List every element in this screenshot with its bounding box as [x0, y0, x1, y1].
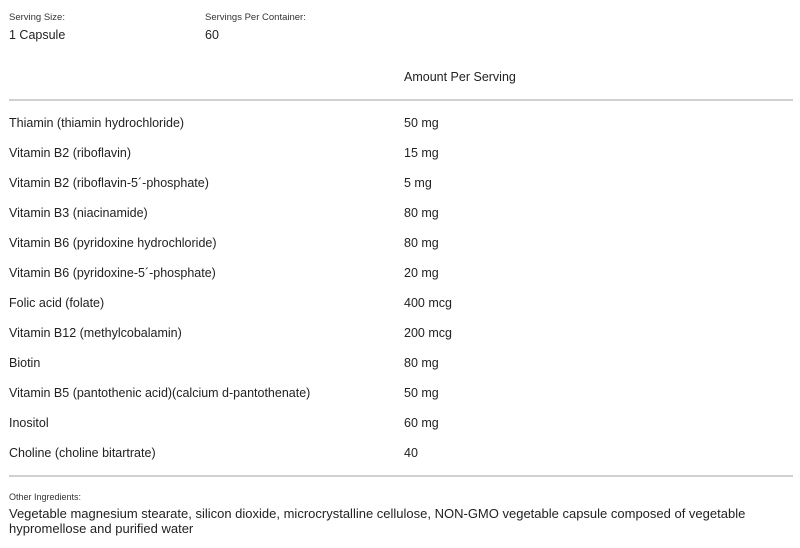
ingredient-name: Vitamin B6 (pyridoxine hydrochloride) — [9, 236, 217, 250]
table-top-divider — [9, 99, 793, 101]
ingredient-name: Vitamin B5 (pantothenic acid)(calcium d-pantothenate) — [9, 386, 311, 400]
ingredient-amount: 5 mg — [404, 176, 432, 190]
ingredient-name: Vitamin B3 (niacinamide) — [9, 206, 148, 220]
ingredient-name: Inositol — [9, 416, 49, 430]
ingredient-amount: 50 mg — [404, 386, 439, 400]
table-row — [0, 288, 800, 318]
ingredient-amount: 40 — [404, 446, 418, 460]
ingredient-name: Vitamin B6 (pyridoxine-5´-phosphate) — [9, 266, 216, 280]
ingredient-amount: 20 mg — [404, 266, 439, 280]
ingredient-amount: 400 mcg — [404, 296, 452, 310]
table-row — [0, 318, 800, 348]
serving-size-label: Serving Size: — [9, 12, 65, 23]
ingredient-name: Choline (choline bitartrate) — [9, 446, 156, 460]
ingredient-name: Biotin — [9, 356, 41, 370]
other-ingredients-value: Vegetable magnesium stearate, silicon dioxide, microcrystalline cellulose, NON-GMO vegetable capsule composed of vegetable hypromellose and purified water — [9, 506, 746, 536]
serving-size-block — [9, 12, 65, 42]
other-ingredients-label: Other Ingredients: — [9, 492, 82, 502]
ingredient-name: Thiamin (thiamin hydrochloride) — [9, 116, 185, 130]
servings-per-container-value: 60 — [205, 28, 219, 42]
table-row — [0, 198, 800, 228]
ingredient-amount: 80 mg — [404, 236, 439, 250]
ingredient-name: Vitamin B2 (riboflavin-5´-phosphate) — [9, 176, 209, 190]
serving-size-value: 1 Capsule — [9, 28, 66, 42]
supplement-facts-table — [0, 108, 800, 468]
table-row — [0, 348, 800, 378]
table-row — [0, 228, 800, 258]
ingredient-name: Folic acid (folate) — [9, 296, 105, 310]
ingredient-amount: 15 mg — [404, 146, 439, 160]
ingredient-amount: 80 mg — [404, 206, 439, 220]
table-row — [0, 138, 800, 168]
ingredient-amount: 50 mg — [404, 116, 439, 130]
table-row — [0, 258, 800, 288]
table-row — [0, 108, 800, 138]
ingredient-name: Vitamin B12 (methylcobalamin) — [9, 326, 182, 340]
ingredient-amount: 60 mg — [404, 416, 439, 430]
ingredient-amount: 80 mg — [404, 356, 439, 370]
table-row — [0, 408, 800, 438]
table-row — [0, 168, 800, 198]
ingredient-name: Vitamin B2 (riboflavin) — [9, 146, 132, 160]
table-row — [0, 438, 800, 468]
servings-per-container-block — [205, 12, 306, 42]
table-bottom-divider — [9, 475, 793, 477]
servings-per-container-label: Servings Per Container: — [205, 12, 306, 23]
ingredient-amount: 200 mcg — [404, 326, 452, 340]
table-row — [0, 378, 800, 408]
other-ingredients-block — [9, 492, 789, 536]
amount-per-serving-header: Amount Per Serving — [404, 70, 516, 84]
